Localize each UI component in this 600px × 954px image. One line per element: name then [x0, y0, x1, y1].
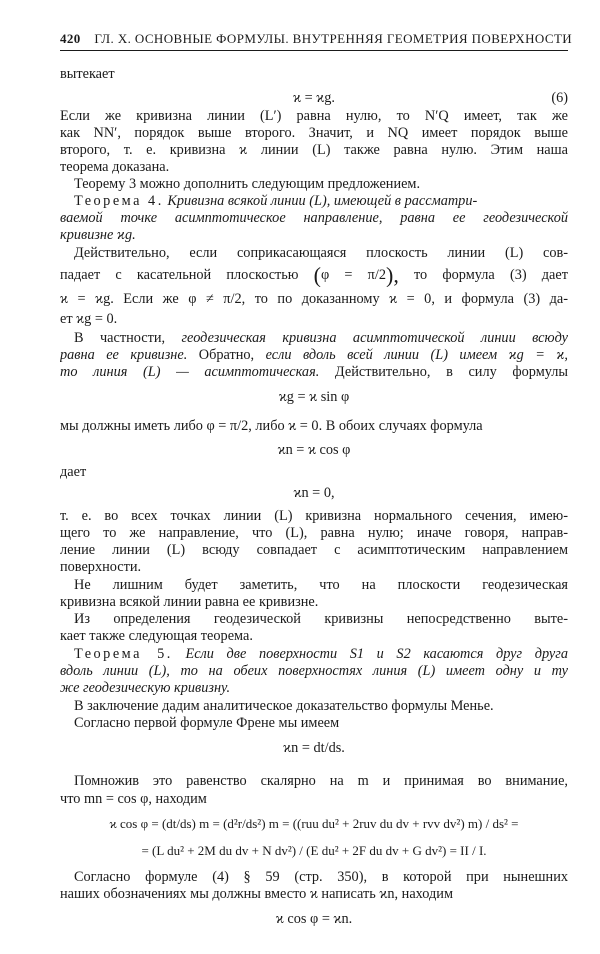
theorem-5-heading: [60, 646, 568, 663]
equation: ϰn = ϰ cos φ: [277, 442, 351, 458]
text-line: второго, т. е. кривизна ϰ линии (L) также равна нулю. Этим наша: [60, 142, 568, 158]
equation: ϰg = ϰ sin φ: [278, 389, 350, 405]
equation-text: ϰ = ϰg.: [293, 90, 335, 106]
equation-number: (6): [551, 90, 568, 106]
text-line: [60, 773, 568, 790]
equation: ϰn = 0,: [293, 485, 335, 501]
theorem-label: Теорема 4.: [74, 193, 164, 209]
text-line: Согласно формуле (4) § 59 (стр. 350), в которой при нынешних: [74, 869, 568, 885]
text-line: кривизна всякой линии равна ее кривизне.: [60, 594, 319, 610]
text-line: же геодезическую кривизну.: [60, 680, 231, 696]
theorem-text: Кривизна всякой линии (L), имеющей в рассматри-: [167, 193, 478, 209]
text-fragment: падает с касательной плоскостью: [60, 267, 299, 283]
theorem-label: Теорема 5.: [74, 646, 173, 662]
running-header: [60, 31, 573, 51]
equation: ϰn = dt/ds.: [283, 740, 345, 756]
theorem-4-heading: [60, 193, 568, 210]
paren-right: ),: [386, 263, 399, 287]
text-fragment: Действительно, в силу формулы: [334, 364, 568, 380]
text-line: щего то же направление, что (L), равна нулю; иначе говоря, направ-: [60, 525, 568, 541]
text-line: что mn = cos φ, находим: [60, 791, 207, 807]
inline-math: φ = π/2: [321, 267, 386, 283]
equation-6: [60, 90, 568, 107]
text-line: [60, 330, 568, 347]
text-line: дает: [60, 464, 87, 480]
text-fragment: В частности,: [74, 330, 166, 346]
text-line: как NN′, порядок выше второго. Значит, и NQ имеет порядок выше: [60, 125, 568, 141]
text-line: Теорему 3 можно дополнить следующим предложением.: [74, 176, 421, 192]
text-line: ление линии (L) всюду совпадает с асимптотическим направлением: [60, 542, 568, 558]
page-number: 420: [60, 31, 81, 46]
text-line: Не лишним будет заметить, что на плоскости геодезическая: [74, 577, 568, 593]
text-line: В заключение дадим аналитическое доказательство формулы Менье.: [74, 698, 494, 714]
equation: ϰ cos φ = (dt/ds) m = (d²r/ds²) m = ((ruu du² + 2ruv du dv + rvv dv²) m) / ds² =: [109, 816, 519, 831]
text-line: наших обозначениях мы должны вместо ϰ написать ϰn, находим: [60, 886, 453, 902]
theorem-text: Если две поверхности S1 и S2 касаются друг друга: [185, 646, 568, 662]
text-line: ϰ = ϰg. Если же φ ≠ π/2, то по доказанному ϰ = 0, и формула (3) да-: [60, 291, 568, 307]
text-line: Действительно, если соприкасающаяся плоскость линии (L) сов-: [74, 245, 568, 261]
text-line: [60, 364, 568, 381]
equation: = (L du² + 2M du dv + N dv²) / (E du² + 2F du dv + G dv²) = II / I.: [141, 843, 487, 858]
text-line: ваемой точке асимптотическое направление, равна ее геодезической: [60, 210, 568, 226]
text-line: кривизне ϰg.: [60, 227, 136, 243]
text-fragment-italic: геодезическая кривизна асимптотической линии всюду: [181, 330, 568, 346]
text-line: ет ϰg = 0.: [60, 311, 118, 327]
text-line: мы должны иметь либо φ = π/2, либо ϰ = 0. В обоих случаях формула: [60, 418, 483, 434]
text-line: вдоль линии (L), то на обеих поверхностях линия (L) имеет одну и ту: [60, 663, 568, 679]
text-fragment-italic: то линия (L) — асимптотическая.: [60, 364, 320, 380]
text-line: поверхности.: [60, 559, 142, 575]
text-fragment-italic: если вдоль всей линии (L) имеем ϰg = ϰ,: [265, 347, 568, 363]
text-line: Если же кривизна линии (L′) равна нулю, то N′Q имеет, так же: [60, 108, 568, 124]
text-fragment: то формула (3) дает: [414, 267, 568, 283]
text-line: вытекает: [60, 66, 115, 82]
text-fragment: Обратно,: [198, 347, 255, 363]
text-line: теорема доказана.: [60, 159, 170, 175]
equation: ϰ cos φ = ϰn.: [275, 911, 353, 927]
text-line: т. е. во всех точках линии (L) кривизна нормального сечения, имею-: [60, 508, 568, 524]
text-line: кает также следующая теорема.: [60, 628, 253, 644]
text-fragment-italic: равна ее кривизне.: [60, 347, 188, 363]
text-line: [60, 347, 568, 364]
paren-left: (: [313, 263, 321, 287]
text-line: Согласно первой формуле Френе мы имеем: [74, 715, 340, 731]
running-title: ГЛ. X. ОСНОВНЫЕ ФОРМУЛЫ. ВНУТРЕННЯЯ ГЕОМЕТРИЯ ПОВЕРХНОСТИ: [94, 31, 573, 46]
text-line-with-fraction: [60, 263, 568, 287]
text-line-content: Помножив это равенство скалярно на m и принимая во внимание,: [74, 773, 568, 789]
text-line: Из определения геодезической кривизны непосредственно выте-: [74, 611, 568, 627]
